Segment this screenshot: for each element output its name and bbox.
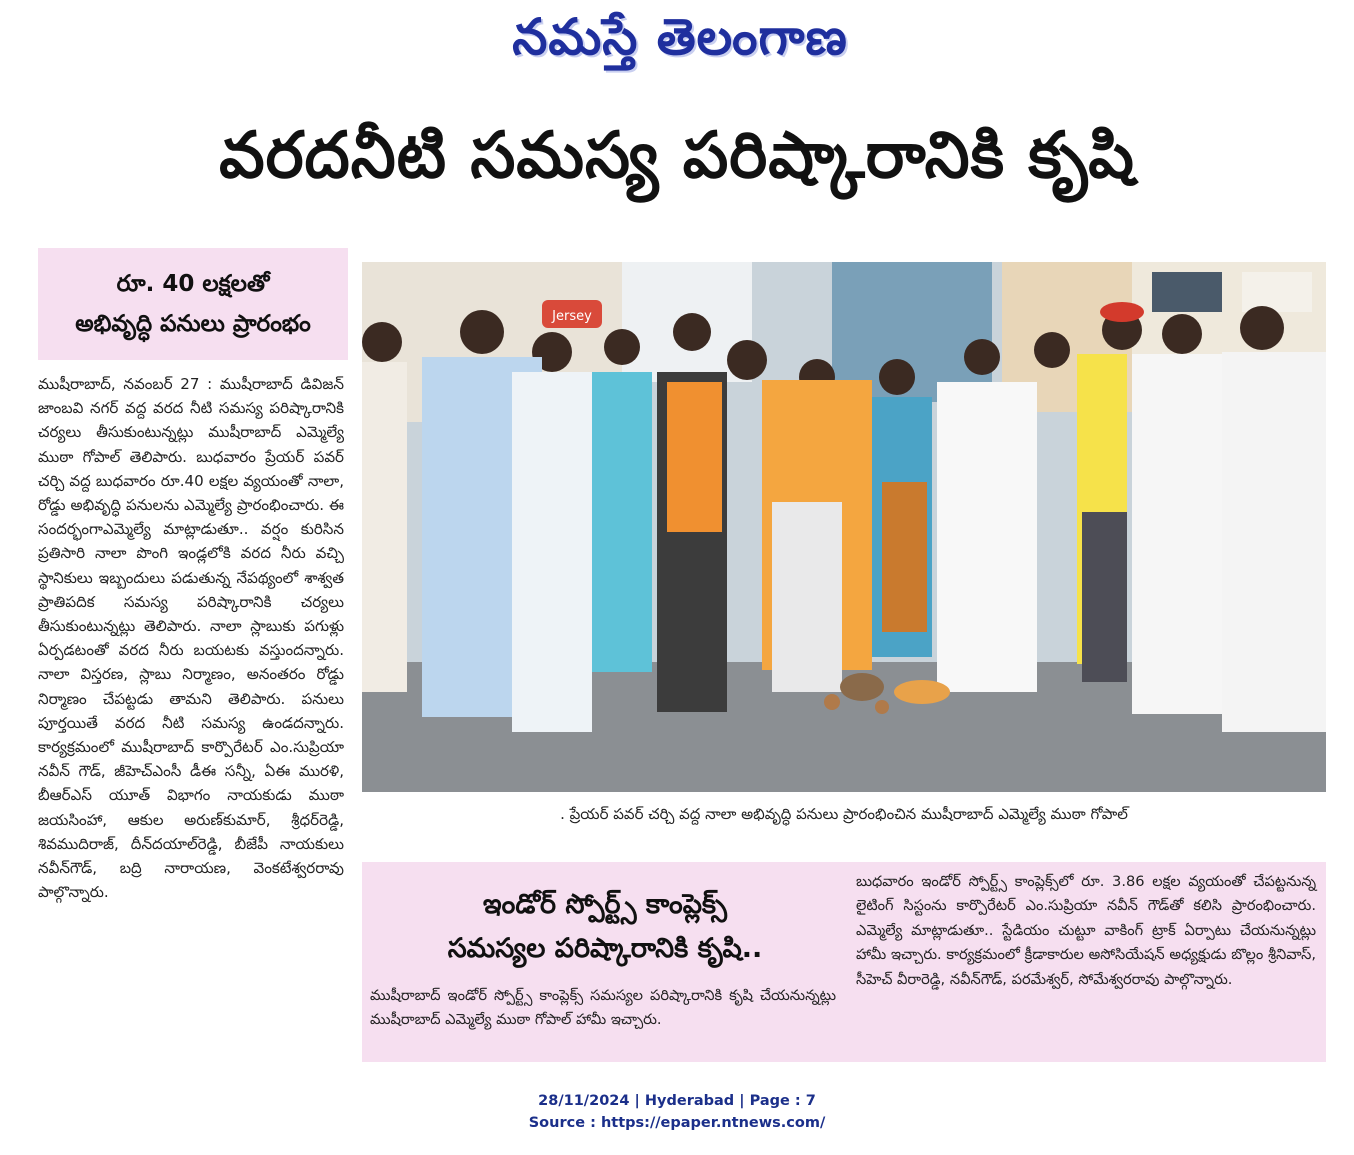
footer-city: Hyderabad (644, 1093, 735, 1109)
subheadline-line-2: అభివృద్ధి పనులు ప్రారంభం (75, 311, 311, 337)
article-body (38, 372, 344, 1062)
footer-source-label: Source : (528, 1115, 596, 1131)
footer-edition-line: 28/11/2024 | Hyderabad | Page : 7 (538, 1093, 816, 1109)
article-headline: వరదనీటి సమస్య పరిష్కారానికి కృషి (219, 118, 1135, 193)
sidebar-story-title-line-1: ఇండోర్ స్పోర్ట్స్ కాంప్లెక్స్ (483, 889, 727, 920)
sidebar-story-title (370, 872, 840, 982)
subheadline-box (38, 248, 348, 360)
page-footer (0, 1090, 1354, 1140)
sidebar-story-title-line-2: సమస్యల పరిష్కారానికి కృషి.. (447, 933, 763, 964)
article-body-text: ముషీరాబాద్, నవంబర్ 27 : ముషీరాబాద్ డివిజన్ జాంబవి నగర్ వద్ద వరద నీటి సమస్య పరిష్కారానికి చర్యలు తీసుకుంటున్నట్లు ముషీరాబాద్ ఎమ్మెల్యే ముఠా గోపాల్ తెలిపారు. బుధవారం ప్రేయర్ పవర్ చర్చి వద్ద బుధవారం రూ.40 లక్షల వ్యయంతో నాలా, రోడ్డు అభివృద్ధి పనులను ఎమ్మెల్యే ప్రారంభించారు. ఈ సందర్భంగాఎమ్మెల్యే మాట్లాడుతూ.. వర్షం కురిసిన ప్రతిసారి నాలా పొంగి ఇండ్లలోకి వరద నీరు వచ్చి స్థానికులు ఇబ్బందులు పడుతున్న నేపథ్యంలో శాశ్వత ప్రాతిపదిక సమస్య పరిష్కారానికి చర్యలు తీసుకుంటున్నట్లు తెలిపారు. నాలా స్లాబుకు పగుళ్లు ఏర్పడటంతో వరద నీరు బయటకు వస్తుందన్నారు. నాలా విస్తరణ, స్లాబు నిర్మాణం, అనంతరం రోడ్డు నిర్మాణం చేపట్టడు తామని తెలిపారు. పనులు పూర్తయితే వరద నీటి సమస్య ఉండదన్నారు. కార్యక్రమంలో ముషీరాబాద్ కార్పొరేటర్ ఎం.సుప్రియా నవీన్ గౌడ్, జీహెచ్ఎంసీ డీఈ సన్నీ, ఏఈ మురళి, బీఆర్ఎస్ యూత్ విభాగం నాయకుడు ముఠా జయసింహా, ఆకుల అరుణ్‌కుమార్, శ్రీధర్‌రెడ్డి, శివముదిరాజ్, దీన్‌దయాల్‌రెడ్డి, బీజేపీ నాయకులు నవీన్‌గౌడ్, బద్రి నారాయణ, వెంకటేశ్వరరావు పాల్గొన్నారు. (38, 375, 344, 902)
subheadline-line-1: రూ. 40 లక్షలతో (116, 271, 270, 297)
footer-page: Page : 7 (749, 1093, 816, 1109)
footer-date: 28/11/2024 (538, 1093, 630, 1109)
footer-source-link[interactable]: https://epaper.ntnews.com/ (600, 1115, 826, 1131)
photo-caption: . ప్రేయర్ పవర్ చర్చి వద్ద నాలా అభివృద్ధి పనులు ప్రారంభించిన ముషీరాబాద్ ఎమ్మెల్యే ముఠా గోపాల్ (560, 805, 1128, 823)
shop-sign: Jersey (552, 309, 592, 324)
footer-source-line (0, 1112, 1354, 1134)
sidebar-story-intro: ముషీరాబాద్ ఇండోర్ స్పోర్ట్స్ కాంప్లెక్స్ సమస్యల పరిష్కారానికి కృషి చేయనున్నట్లు ముషీరాబాద్ ఎమ్మెల్యే ముఠా గోపాల్ హామీ ఇచ్చారు. (370, 987, 836, 1028)
sidebar-story-box (362, 862, 1326, 1062)
sidebar-story-body: బుధవారం ఇండోర్ స్పోర్ట్స్ కాంప్లెక్స్‌లో రూ. 3.86 లక్షల వ్యయంతో చేపట్టనున్న లైటింగ్ సిస్టంను కార్పొరేటర్ ఎం.సుప్రియా నవీన్ గౌడ్‌తో కలిసి ప్రారంభించారు. ఎమ్మెల్యే మాట్లాడుతూ.. స్టేడియం చుట్టూ వాకింగ్ ట్రాక్ ఏర్పాటు చేయనున్నట్లు హామీ ఇచ్చారు. కార్యక్రమంలో క్రీడాకారుల అసోసియేషన్ అధ్యక్షుడు బొల్లం శ్రీనివాస్, సీహెచ్ వీరారెడ్డి, నవీన్‌గౌడ్, పరమేశ్వర్, సోమేశ్వరరావు పాల్గొన్నారు. (856, 873, 1316, 988)
newspaper-masthead: నమస్తే తెలంగాణ (512, 7, 848, 66)
news-photo (362, 262, 1326, 792)
group-photo-illustration (362, 262, 1326, 792)
